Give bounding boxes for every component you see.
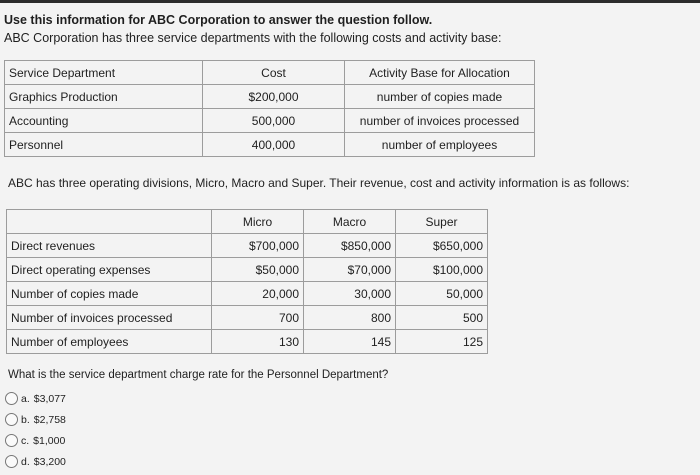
table-cell: 500,000 [203,109,345,133]
radio-button-icon[interactable] [5,455,18,468]
table-row [7,282,488,306]
table-cell: Number of invoices processed [7,306,212,330]
table-cell: Direct operating expenses [7,258,212,282]
table-cell: 30,000 [304,282,396,306]
table-cell: number of invoices processed [345,109,535,133]
table-row [5,109,535,133]
table-cell: $70,000 [304,258,396,282]
option-a[interactable] [5,388,66,409]
table-row [5,85,535,109]
table-cell: 500 [396,306,488,330]
table-row [7,258,488,282]
table-cell: $850,000 [304,234,396,258]
table-cell: Graphics Production [5,85,203,109]
table-cell: $100,000 [396,258,488,282]
table-cell: number of copies made [345,85,535,109]
table-cell: 130 [212,330,304,354]
table-row [7,306,488,330]
table-cell: $700,000 [212,234,304,258]
service-department-table [4,60,535,157]
table-cell: 50,000 [396,282,488,306]
table-cell: number of employees [345,133,535,157]
intro-heading: Use this information for ABC Corporation to answer the question follow. [4,13,433,27]
option-text: $3,077 [33,392,66,405]
header-cell: Macro [304,210,396,234]
header-cell: Activity Base for Allocation [345,61,535,85]
header-cell: Cost [203,61,345,85]
question-text: What is the service department charge rate for the Personnel Department? [8,369,389,381]
header-cell: Service Department [5,61,203,85]
table-cell: Number of employees [7,330,212,354]
table-row [7,234,488,258]
division-table [6,209,488,354]
table-cell: $50,000 [212,258,304,282]
table-header-row [7,210,488,234]
table-cell: Direct revenues [7,234,212,258]
table-cell: $650,000 [396,234,488,258]
table-cell: $200,000 [203,85,345,109]
option-letter: a. [21,392,30,405]
option-text: $3,200 [33,455,66,468]
table-row [5,133,535,157]
option-letter: c. [21,434,30,447]
header-cell: Super [396,210,488,234]
option-c[interactable] [5,430,66,451]
radio-button-icon[interactable] [5,392,18,405]
header-cell: Micro [212,210,304,234]
option-d[interactable] [5,451,66,472]
header-cell [7,210,212,234]
table-cell: 400,000 [203,133,345,157]
table-cell: Number of copies made [7,282,212,306]
table-cell: 700 [212,306,304,330]
table-header-row [5,61,535,85]
table-cell: Accounting [5,109,203,133]
table-cell: 145 [304,330,396,354]
answer-options [5,388,66,472]
divisions-intro: ABC has three operating divisions, Micro, Macro and Super. Their revenue, cost and activity information is as follows: [8,176,630,190]
option-text: $2,758 [33,413,66,426]
intro-subheading: ABC Corporation has three service departments with the following costs and activity base: [4,31,502,45]
radio-button-icon[interactable] [5,413,18,426]
option-letter: d. [21,455,30,468]
option-letter: b. [21,413,30,426]
radio-button-icon[interactable] [5,434,18,447]
option-b[interactable] [5,409,66,430]
option-text: $1,000 [33,434,66,447]
table-cell: Personnel [5,133,203,157]
table-cell: 125 [396,330,488,354]
table-cell: 20,000 [212,282,304,306]
table-row [7,330,488,354]
top-border [0,0,700,3]
table-cell: 800 [304,306,396,330]
intro-block [4,11,501,47]
